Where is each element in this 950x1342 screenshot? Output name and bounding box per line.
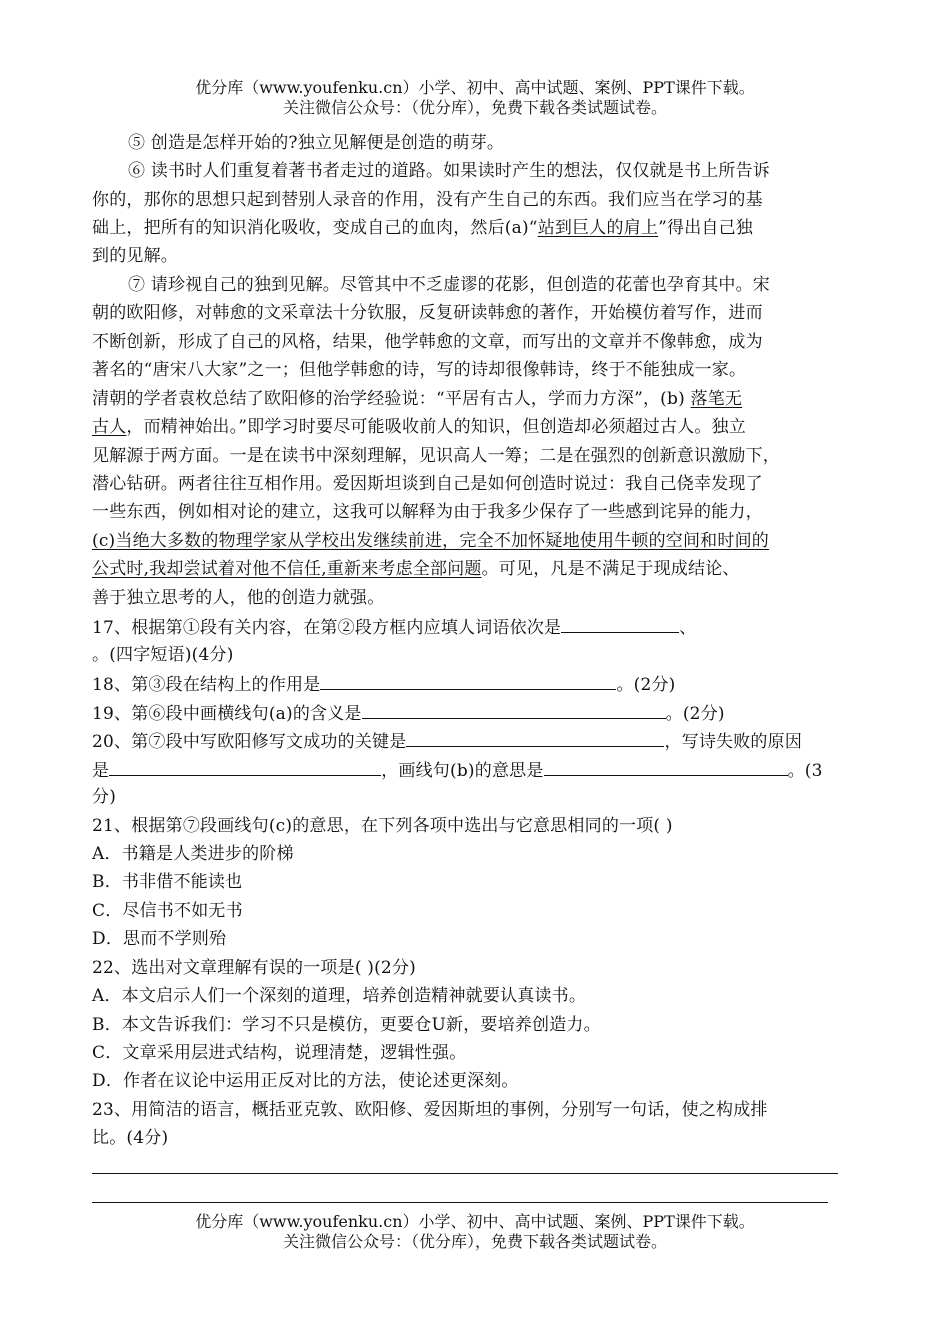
q22-option-c[interactable]: C．文章采用层进式结构，说理清楚，逻辑性强。 [92, 1043, 467, 1063]
question-20 [92, 730, 802, 752]
q20-text: 20、第⑦段中写欧阳修写文成功的关键是 [92, 732, 407, 752]
q17-text: 17、根据第①段有关内容，在第②段方框内应填人词语依次是 [92, 618, 562, 638]
header-line-2: 关注微信公众号：（优分库），免费下载各类试题试卷。 [282, 98, 667, 117]
q22-option-d[interactable]: D．作者在议论中运用正反对比的方法，使论述更深刻。 [92, 1071, 519, 1091]
question-19 [92, 702, 725, 724]
underlined-sentence-b: 落笔无 [690, 389, 743, 409]
question-23-cont: 比。(4分) [92, 1128, 169, 1148]
q18-text: 18、第③段在结构上的作用是 [92, 675, 321, 695]
q20-text-3: 是 [92, 761, 110, 781]
paragraph-7-line-10 [92, 531, 769, 551]
q21-option-b[interactable]: B．书非借不能读也 [92, 872, 243, 892]
underlined-sentence-a: 站到巨人的肩上 [537, 218, 659, 238]
footer-line-1: 优分库（www.youfenku.cn）小学、初中、高中试题、案例、PPT课件下载。 [195, 1212, 755, 1231]
paragraph-7-line-8: 潜心钻研。两者往往互相作用。爱因斯坦谈到自己是如何创造时说过：我自己侥幸发现了 [92, 474, 763, 494]
paragraph-7-line-12: 善于独立思考的人，他的创造力就强。 [92, 588, 385, 608]
q17-sep: 、 [679, 618, 697, 638]
q22-option-a[interactable]: A．本文启示人们一个深刻的道理，培养创造精神就要认真读书。 [92, 986, 587, 1006]
paragraph-6-line-3 [92, 218, 753, 238]
answer-blank-20a[interactable] [406, 730, 664, 747]
q20-text-4: ，画线句(b)的意思是 [381, 761, 544, 781]
q19-score: 。(2分) [665, 704, 725, 724]
paragraph-7-line-9: 一些东西，例如相对论的建立，这我可以解释为由于我多少保存了一些感到诧异的能力， [92, 502, 763, 522]
question-20-score: 分) [92, 787, 117, 807]
q21-option-c[interactable]: C．尽信书不如无书 [92, 901, 243, 921]
question-17 [92, 616, 696, 638]
answer-blank-17a[interactable] [561, 616, 679, 633]
q18-score: 。(2分) [616, 675, 676, 695]
paragraph-6-line-1: ⑥ 读书时人们重复着著书者走过的道路。如果读时产生的想法，仅仅就是书上所告诉 [128, 161, 771, 181]
paragraph-7-line-1: ⑦ 请珍视自己的独到见解。尽管其中不乏虚谬的花影，但创造的花蕾也孕育其中。宋 [128, 275, 771, 295]
q22-option-b[interactable]: B．本文告诉我们：学习不只是模仿，更要仓U新，要培养创造力。 [92, 1015, 601, 1035]
paragraph-5: ⑤ 创造是怎样开始的?独立见解便是创造的萌芽。 [128, 133, 505, 153]
p7-text: 清朝的学者袁枚总结了欧阳修的治学经验说：“平居有古人，学而力方深”，(b) [92, 389, 691, 409]
question-21: 21、根据第⑦段画线句(c)的意思，在下列各项中选出与它意思相同的一项( ) [92, 816, 673, 836]
q20-text-2: ，写诗失败的原因 [664, 732, 803, 752]
underlined-sentence-c-cont: 公式时,我却尝试着对他不信任,重新来考虑全部问题 [92, 559, 482, 579]
paragraph-7-line-11 [92, 559, 740, 579]
question-18 [92, 673, 676, 695]
question-20-cont [92, 759, 823, 781]
header-line-1: 优分库（www.youfenku.cn）小学、初中、高中试题、案例、PPT课件下载。 [195, 78, 755, 97]
answer-blank-18[interactable] [320, 673, 616, 690]
question-22: 22、选出对文章理解有误的一项是( )(2分) [92, 958, 416, 978]
q21-option-d[interactable]: D．思而不学则殆 [92, 929, 227, 949]
answer-blank-20c[interactable] [544, 759, 788, 776]
answer-blank-19[interactable] [362, 702, 666, 719]
underlined-sentence-c: (c)当绝大多数的物理学家从学校出发继续前进，完全不加怀疑地使用牛顿的空间和时间的 [92, 531, 769, 551]
paragraph-7-line-4: 著名的“唐宋八大家”之一；但他学韩愈的诗，写的诗却很像韩诗，终于不能独成一家。 [92, 360, 747, 380]
paragraph-7-line-5 [92, 389, 742, 409]
q19-text: 19、第⑥段中画横线句(a)的含义是 [92, 704, 362, 724]
p7-text-tail: ，而精神始出。”即学习时要尽可能吸收前人的知识，但创造却必须超过古人。独立 [126, 417, 746, 437]
question-23: 23、用简洁的语言，概括亚克敦、欧阳修、爱因斯坦的事例，分别写一句话，使之构成排 [92, 1100, 768, 1120]
paragraph-6-line-2: 你的，那你的思想只起到替别人录音的作用，没有产生自己的东西。我们应当在学习的基 [92, 190, 763, 210]
page-header [0, 78, 950, 118]
p6-text: 础上，把所有的知识消化吸收，变成自己的血肉，然后(a)“ [92, 218, 538, 238]
answer-line-2[interactable] [92, 1202, 828, 1203]
paragraph-7-line-2: 朝的欧阳修，对韩愈的文采章法十分钦服，反复研读韩愈的著作，开始模仿着写作，进而 [92, 303, 763, 323]
q20-text-5: 。(3 [787, 761, 823, 781]
p6-text-tail: ”得出自己独 [658, 218, 754, 238]
page-footer [0, 1212, 950, 1252]
paragraph-7-line-6 [92, 417, 746, 437]
footer-line-2: 关注微信公众号：（优分库），免费下载各类试题试卷。 [282, 1232, 667, 1251]
p7-text-end: 。可见，凡是不满足于现成结论、 [481, 559, 740, 579]
underlined-sentence-b-cont: 古人 [92, 417, 127, 437]
answer-line-1[interactable] [92, 1173, 838, 1174]
paragraph-7-line-7: 见解源于两方面。一是在读书中深刻理解，见识高人一筹；二是在强烈的创新意识激励下， [92, 446, 780, 466]
paragraph-6-line-4: 到的见解。 [92, 246, 178, 266]
q21-option-a[interactable]: A．书籍是人类进步的阶梯 [92, 844, 294, 864]
question-17-cont: 。(四字短语)(4分) [92, 645, 234, 665]
paragraph-7-line-3: 不断创新，形成了自己的风格，结果，他学韩愈的文章，而写出的文章并不像韩愈，成为 [92, 332, 763, 352]
answer-blank-20b[interactable] [109, 759, 381, 776]
